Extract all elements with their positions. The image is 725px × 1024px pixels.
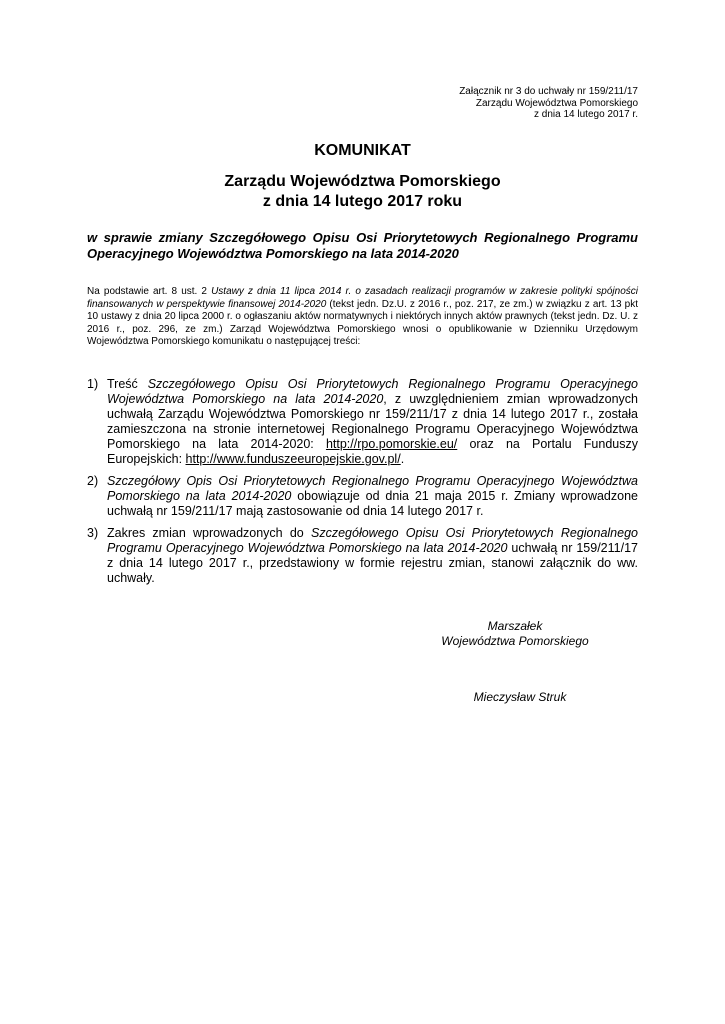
- text-segment: , z uwzględnieniem zmian wprowadzonych uchwałą Zarządu Województwa Pomorskiego nr 159/211/17 z dnia 14 lutego 2017 r., została zamieszczona na stronie internetowej Regionalnego Programu Operacyjnego Województwa Pomorskiego na lata 2014-2020:: [107, 392, 638, 451]
- item-text: [107, 377, 638, 467]
- signatory-name: Mieczysław Struk: [473, 690, 567, 704]
- intro-paragraph: [87, 286, 638, 349]
- italic-segment: Szczegółowego Opisu Osi Priorytetowych Regionalnego Programu Operacyjnego Województwa Pomorskiego na lata 2014-2020: [107, 526, 638, 555]
- annex-note: [459, 86, 638, 121]
- text-segment: oraz na Portalu Funduszy Europejskich:: [107, 437, 638, 466]
- issuer-heading: [0, 172, 725, 212]
- text-segment: Treść: [107, 377, 148, 391]
- text-segment: uchwałą nr 159/211/17 z dnia 14 lutego 2017 r., przedstawiony w formie rejestru zmian, stanowi załącznik do ww. uchwały.: [107, 541, 638, 585]
- item-number: 1): [87, 377, 99, 391]
- text-segment: .: [400, 452, 405, 466]
- list-item: [87, 474, 638, 519]
- list-item: [87, 526, 638, 586]
- item-number: 3): [87, 526, 99, 540]
- italic-segment: Szczegółowy Opis Osi Priorytetowych Regionalnego Programu Operacyjnego Województwa Pomorskiego na lata 2014-2020: [107, 474, 638, 503]
- role-line-1: Marszałek: [487, 619, 543, 633]
- numbered-list: [87, 377, 638, 593]
- document-title: KOMUNIKAT: [314, 142, 411, 159]
- item-text: [107, 526, 638, 586]
- subject-heading: w sprawie zmiany Szczegółowego Opisu Osi Priorytetowych Regionalnego Programu Operacyjnego Województwa Pomorskiego na lata 2014-2020: [87, 230, 638, 261]
- item-text: [107, 474, 638, 519]
- annex-line-3: z dnia 14 lutego 2017 r.: [534, 109, 638, 120]
- role-line-2: Województwa Pomorskiego: [441, 634, 589, 648]
- signatory-role: [430, 619, 600, 649]
- intro-text-1: Na podstawie art. 8 ust. 2: [87, 286, 212, 297]
- item-number: 2): [87, 474, 99, 488]
- intro-act-title: Ustawy z dnia 11 lipca 2014 r. o zasadach realizacji programów w zakresie polityki spójności finansowanych w perspektywie finansowej 2014-2020: [87, 286, 638, 310]
- intro-text-2: (tekst jedn. Dz.U. z 2016 r., poz. 217, ze zm.) w związku z art. 13 pkt 10 ustawy z dnia 20 lipca 2000 r. o ogłaszaniu aktów normatywnych i niektórych innych aktów prawnych (tekst jedn. Dz. U. z 2016 r., poz. 296, ze zm.) Zarząd Województwa Pomorskiego wnosi o opublikowanie w Dzienniku Urzędowym Województwa Pomorskiego komunikatu o następującej treści:: [87, 298, 639, 347]
- issuer-line-2: z dnia 14 lutego 2017 roku: [262, 193, 463, 210]
- text-segment: Zakres zmian wprowadzonych do: [107, 526, 311, 540]
- annex-line-1: Załącznik nr 3 do uchwały nr 159/211/17: [459, 86, 638, 97]
- issuer-line-1: Zarządu Województwa Pomorskiego: [224, 173, 501, 190]
- text-segment: obowiązuje od dnia 21 maja 2015 r. Zmiany wprowadzone uchwałą nr 159/211/17 mają zastosowanie od dnia 14 lutego 2017 r.: [107, 489, 638, 518]
- annex-line-2: Zarządu Województwa Pomorskiego: [475, 97, 638, 109]
- fundusze-europejskie-link[interactable]: http://www.funduszeeuropejskie.gov.pl/: [185, 452, 401, 466]
- list-item: [87, 377, 638, 467]
- rpo-pomorskie-link[interactable]: http://rpo.pomorskie.eu/: [325, 437, 458, 451]
- italic-segment: Szczegółowego Opisu Osi Priorytetowych Regionalnego Programu Operacyjnego Województwa Pomorskiego na lata 2014-2020: [107, 377, 639, 406]
